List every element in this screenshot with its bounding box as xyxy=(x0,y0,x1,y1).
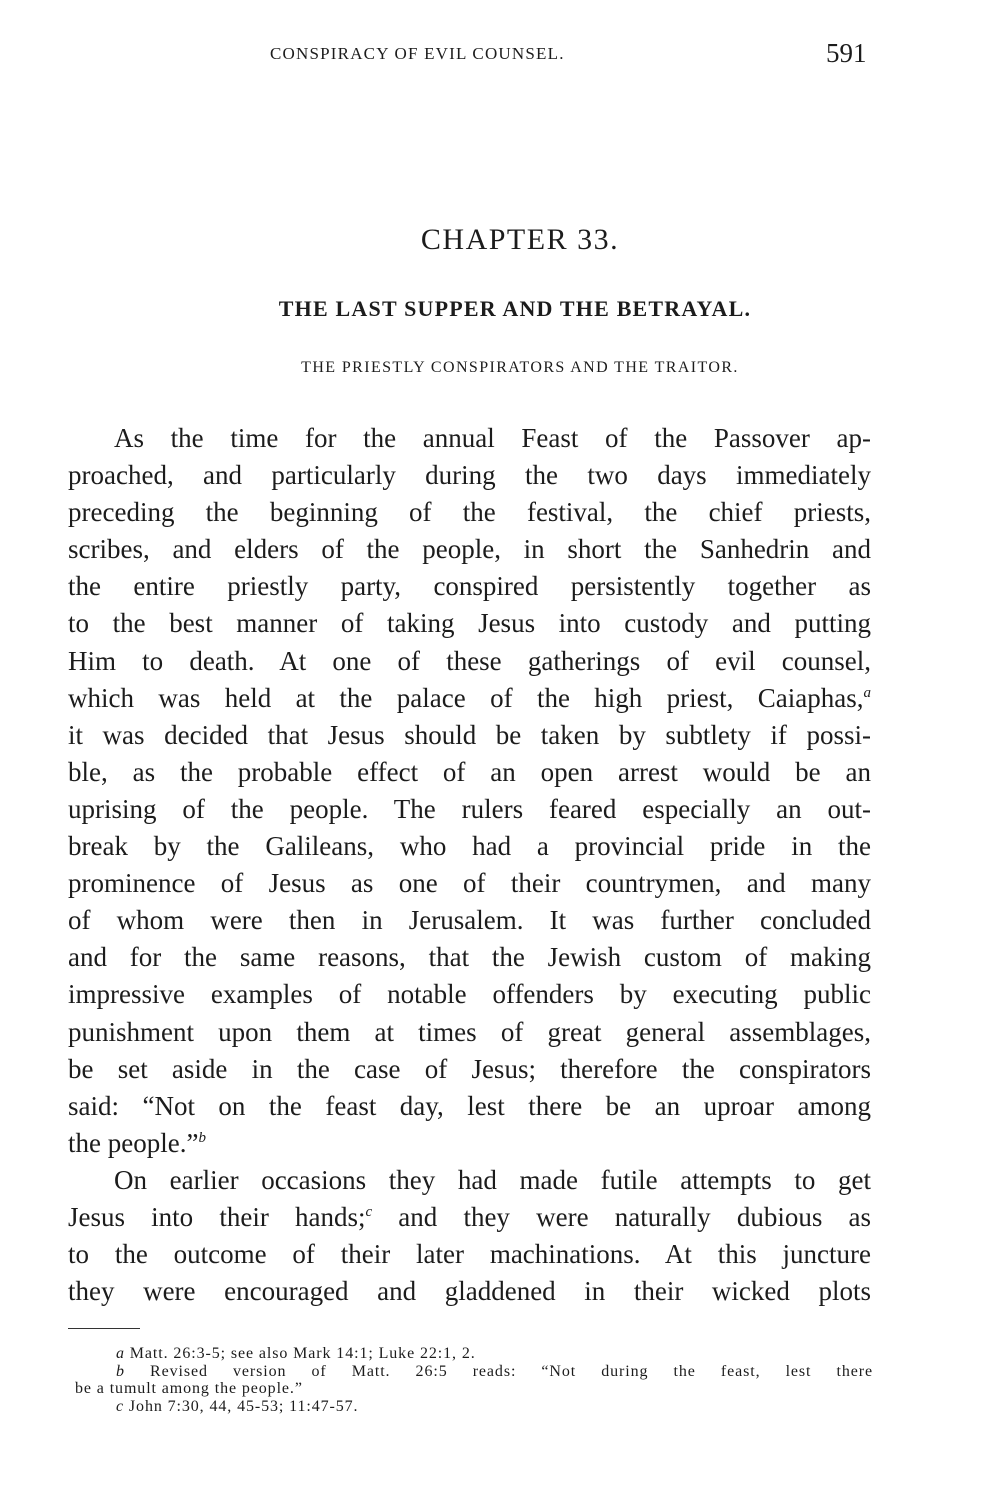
paragraph-line: Him to death. At one of these gatherings of evil counsel, xyxy=(68,645,871,676)
footnote-b xyxy=(78,1363,873,1381)
paragraph-line xyxy=(68,1125,871,1162)
paragraph-line: ble, as the probable effect of an open arrest would be an xyxy=(68,756,871,787)
paragraph-line: prominence of Jesus as one of their countrymen, and many xyxy=(68,868,871,899)
footnote-ref-c: c xyxy=(365,1203,373,1220)
paragraph-line: proached, and particularly during the two days immediately xyxy=(68,460,871,491)
paragraph-line: On earlier occasions they had made futile attempts to get xyxy=(114,1164,871,1195)
paragraph-line: to the best manner of taking Jesus into custody and putting xyxy=(68,608,871,639)
paragraph-line: and for the same reasons, that the Jewish custom of making xyxy=(68,942,871,973)
chapter-title: THE LAST SUPPER AND THE BETRAYAL. xyxy=(278,296,752,321)
footnote-ref-a: a xyxy=(863,684,871,701)
paragraph-line xyxy=(68,680,871,717)
line-text: which was held at the palace of the high priest, Caiaphas, xyxy=(68,682,864,713)
section-heading: THE PRIESTLY CONSPIRATORS AND THE TRAITOR. xyxy=(301,359,739,376)
paragraph-line: preceding the beginning of the festival, the chief priests, xyxy=(68,497,871,528)
footnote-text: Revised version of Matt. 26:5 reads: “Not during the feast, lest there xyxy=(124,1362,873,1380)
paragraph-line: punishment upon them at times of great general assemblages, xyxy=(68,1016,871,1047)
paragraph-line: As the time for the annual Feast of the Passover ap- xyxy=(114,423,871,453)
footnote-label: b xyxy=(116,1362,125,1380)
chapter-number: CHAPTER 33. xyxy=(420,223,620,256)
paragraph-line: the entire priestly party, conspired persistently together as xyxy=(68,571,871,602)
footnote-ref-b: b xyxy=(198,1129,206,1146)
body-text xyxy=(68,420,871,1310)
paragraph-line: to the outcome of their later machinations. At this juncture xyxy=(68,1239,871,1270)
footnote-b-continued: be a tumult among the people.” xyxy=(75,1380,303,1397)
paragraph-line: of whom were then in Jerusalem. It was further concluded xyxy=(68,905,871,936)
line-text: the people.” xyxy=(68,1127,199,1158)
paragraph-line: uprising of the people. The rulers feared especially an out- xyxy=(68,793,871,824)
footnotes xyxy=(75,1345,873,1415)
line-text: Jesus into their hands; xyxy=(68,1201,366,1232)
paragraph-line: break by the Galileans, who had a provincial pride in the xyxy=(68,831,871,862)
line-text: and they were naturally dubious as xyxy=(372,1201,871,1232)
footnote-text: Matt. 26:3-5; see also Mark 14:1; Luke 22:1, 2. xyxy=(124,1345,476,1362)
footnote-c xyxy=(78,1398,873,1416)
paragraph-line: be set aside in the case of Jesus; therefore the conspirators xyxy=(68,1053,871,1084)
page-number: 591 xyxy=(826,38,867,68)
running-head: CONSPIRACY OF EVIL COUNSEL. xyxy=(270,44,565,63)
paragraph-line: scribes, and elders of the people, in short the Sanhedrin and xyxy=(68,534,871,565)
footnote-label: c xyxy=(116,1397,125,1415)
paragraph-line: they were encouraged and gladdened in their wicked plots xyxy=(68,1276,871,1307)
footnote-label: a xyxy=(116,1345,125,1362)
footnote-text: John 7:30, 44, 45-53; 11:47-57. xyxy=(124,1397,359,1415)
footnote-a xyxy=(78,1345,873,1363)
paragraph-line: said: “Not on the feast day, lest there be an uproar among xyxy=(68,1090,871,1121)
footnote-divider xyxy=(68,1328,140,1329)
paragraph-line: impressive examples of notable offenders by executing public xyxy=(68,979,871,1010)
paragraph-line xyxy=(68,1199,871,1236)
paragraph-line: it was decided that Jesus should be taken by subtlety if possi- xyxy=(68,719,871,750)
